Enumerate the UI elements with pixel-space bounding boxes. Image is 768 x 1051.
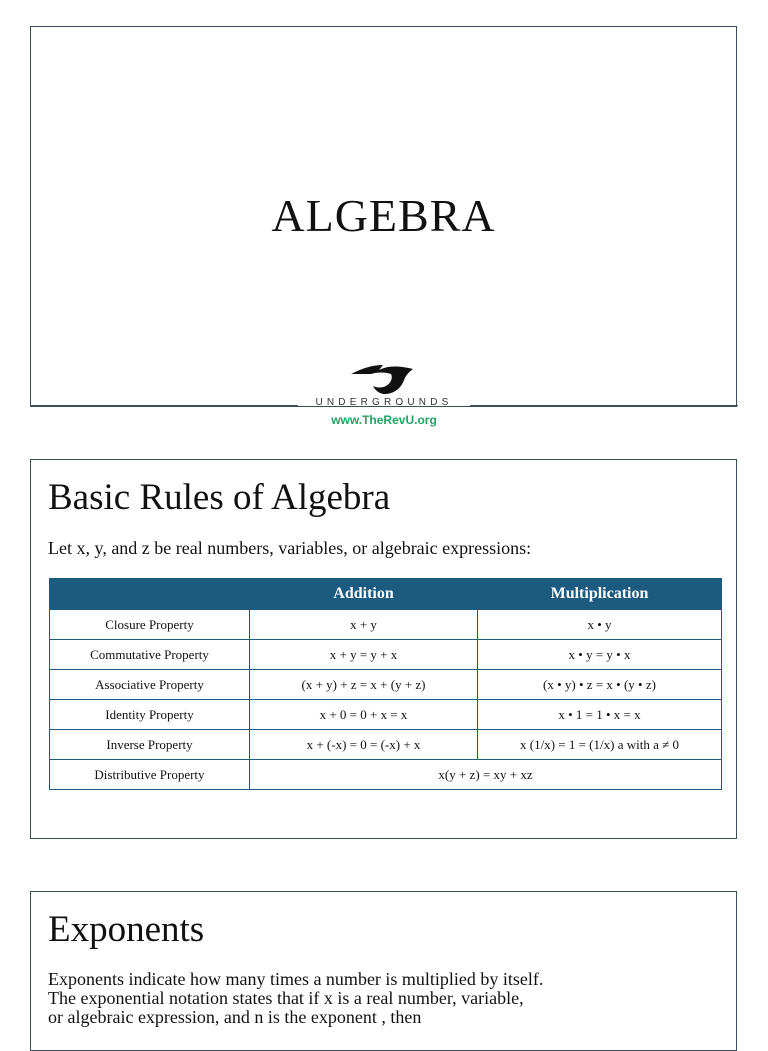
logo-brand-text: UNDERGROUNDS bbox=[315, 397, 453, 408]
property-name: Inverse Property bbox=[50, 730, 250, 760]
page-title: ALGEBRA bbox=[271, 190, 496, 241]
website-link[interactable]: www.TheRevU.org bbox=[331, 413, 437, 427]
logo-divider-right bbox=[470, 405, 738, 406]
table-row bbox=[50, 640, 722, 670]
table-row bbox=[50, 670, 722, 700]
property-name: Closure Property bbox=[50, 610, 250, 640]
title-slide bbox=[30, 26, 737, 407]
exponents-text bbox=[48, 970, 728, 1027]
multiplication-cell: (x • y) • z = x • (y • z) bbox=[478, 670, 722, 700]
property-name: Distributive Property bbox=[50, 760, 250, 790]
property-name: Identity Property bbox=[50, 700, 250, 730]
intro-text: Let x, y, and z be real numbers, variables, or algebraic expressions: bbox=[48, 538, 532, 558]
column-header-addition: Addition bbox=[250, 579, 478, 610]
multiplication-cell: x • 1 = 1 • x = x bbox=[478, 700, 722, 730]
multiplication-cell: x • y = y • x bbox=[478, 640, 722, 670]
text-line: or algebraic expression, and n is the exponent , then bbox=[48, 1007, 422, 1027]
column-header-multiplication: Multiplication bbox=[478, 579, 722, 610]
multiplication-cell: x (1/x) = 1 = (1/x) a with a ≠ 0 bbox=[478, 730, 722, 760]
exponents-slide bbox=[30, 891, 737, 1051]
addition-cell: x + 0 = 0 + x = x bbox=[250, 700, 478, 730]
basic-rules-slide bbox=[30, 459, 737, 839]
addition-cell: (x + y) + z = x + (y + z) bbox=[250, 670, 478, 700]
slide-heading: Basic Rules of Algebra bbox=[48, 477, 391, 518]
addition-cell: x + y = y + x bbox=[250, 640, 478, 670]
property-name: Associative Property bbox=[50, 670, 250, 700]
table-row bbox=[50, 760, 722, 790]
text-line: The exponential notation states that if x is a real number, variable, bbox=[48, 988, 524, 1008]
rules-table-container bbox=[49, 578, 721, 790]
table-row bbox=[50, 610, 722, 640]
table-row bbox=[50, 700, 722, 730]
table-header-row bbox=[50, 579, 722, 610]
distributive-cell: x(y + z) = xy + xz bbox=[250, 760, 722, 790]
logo bbox=[0, 360, 768, 435]
text-line: Exponents indicate how many times a number is multiplied by itself. bbox=[48, 969, 544, 989]
logo-divider-left bbox=[30, 405, 298, 406]
slide-heading: Exponents bbox=[48, 909, 205, 950]
addition-cell: x + y bbox=[250, 610, 478, 640]
property-name: Commutative Property bbox=[50, 640, 250, 670]
column-header-property bbox=[50, 579, 250, 610]
multiplication-cell: x • y bbox=[478, 610, 722, 640]
table-row bbox=[50, 730, 722, 760]
eye-logo-icon bbox=[349, 362, 415, 396]
rules-table bbox=[49, 578, 722, 790]
addition-cell: x + (-x) = 0 = (-x) + x bbox=[250, 730, 478, 760]
